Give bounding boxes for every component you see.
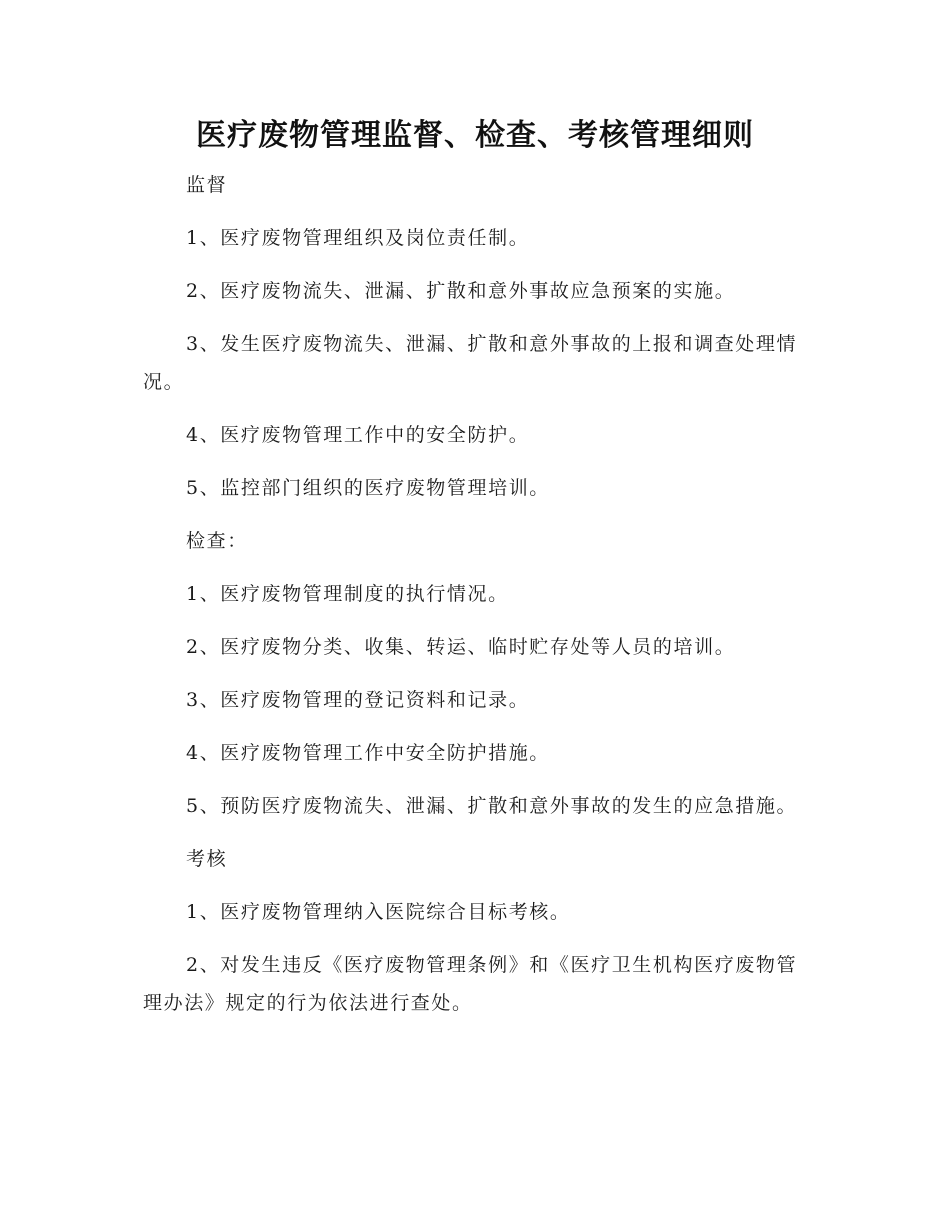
paragraph: 3、医疗废物管理的登记资料和记录。 <box>186 689 530 711</box>
paragraph: 5、预防医疗废物流失、泄漏、扩散和意外事故的发生的应急措施。 <box>186 795 798 817</box>
paragraph: 1、医疗废物管理纳入医院综合目标考核。 <box>186 901 571 923</box>
section-heading-assessment: 考核 <box>186 848 228 870</box>
section-heading-supervision: 监督 <box>186 174 228 196</box>
paragraph: 1、医疗废物管理制度的执行情况。 <box>186 583 509 605</box>
paragraph: 5、监控部门组织的医疗废物管理培训。 <box>186 477 550 499</box>
paragraph: 4、医疗废物管理工作中安全防护措施。 <box>186 742 550 764</box>
paragraph: 2、医疗废物流失、泄漏、扩散和意外事故应急预案的实施。 <box>186 280 736 302</box>
document-body <box>143 166 807 1037</box>
paragraph: 2、对发生违反《医疗废物管理条例》和《医疗卫生机构医疗废物管理办法》规定的行为依法进行查处。 <box>143 954 798 1014</box>
page-title: 医疗废物管理监督、检查、考核管理细则 <box>196 118 754 153</box>
paragraph: 2、医疗废物分类、收集、转运、临时贮存处等人员的培训。 <box>186 636 736 658</box>
section-heading-inspection: 检查： <box>186 530 248 552</box>
paragraph: 3、发生医疗废物流失、泄漏、扩散和意外事故的上报和调查处理情况。 <box>143 333 798 393</box>
paragraph: 1、医疗废物管理组织及岗位责任制。 <box>186 227 530 249</box>
paragraph: 4、医疗废物管理工作中的安全防护。 <box>186 424 530 446</box>
